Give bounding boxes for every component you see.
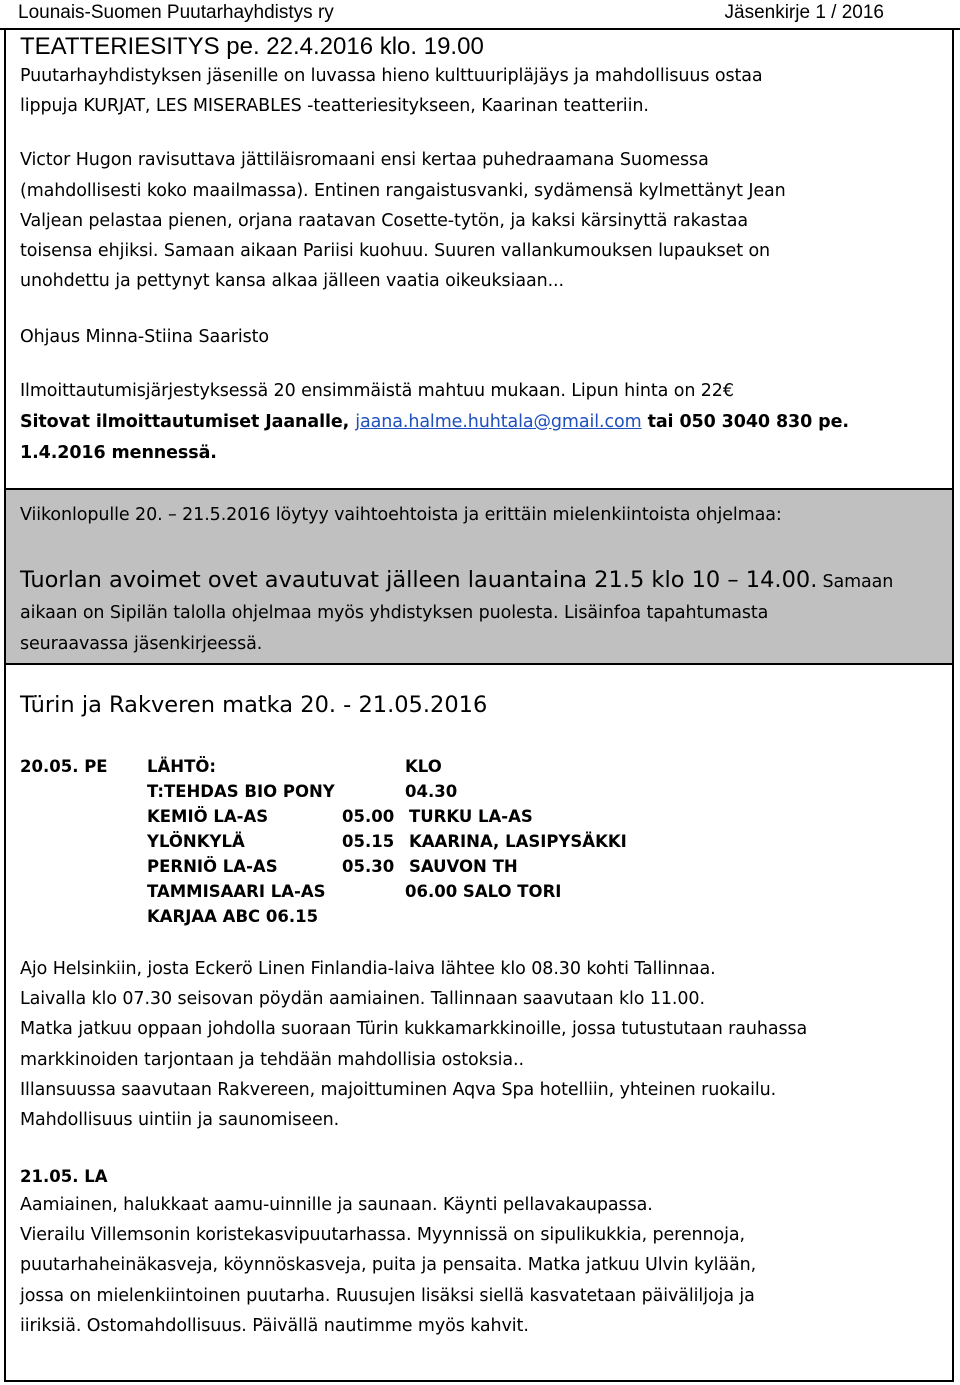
day2-label: 21.05. LA	[20, 1167, 108, 1186]
schedule-time: 05.30	[342, 857, 395, 876]
day1-text-line: Matka jatkuu oppaan johdolla suoraan Türin kukkamarkkinoille, jossa tutustutaan rauhassa	[20, 1019, 808, 1039]
trip-title: Türin ja Rakveren matka 20. - 21.05.2016	[20, 692, 488, 718]
day2-text-line: jossa on mielenkiintoinen puutarha. Ruusujen lisäksi siellä kasvatetaan päiväliljoja ja	[20, 1286, 755, 1306]
section-divider	[4, 488, 954, 490]
weekend-intro: Viikonlopulle 20. – 21.5.2016 löytyy vaihtoehtoista ja erittäin mielenkiintoista ohjelmaa:	[20, 505, 782, 525]
day1-text-line: Mahdollisuus uintiin ja saunomiseen.	[20, 1110, 340, 1130]
day2-text-line: iiriksiä. Ostomahdollisuus. Päivällä nautimme myös kahvit.	[20, 1316, 529, 1336]
schedule-time: 05.00	[342, 807, 395, 826]
schedule-place: TAMMISAARI LA-AS	[147, 882, 326, 901]
schedule-place: PERNIÖ LA-AS	[147, 857, 278, 876]
registration-deadline: 1.4.2016 mennessä.	[20, 443, 217, 463]
schedule-place2: KAARINA, LASIPYSÄKKI	[409, 832, 627, 851]
schedule-place: KARJAA ABC 06.15	[147, 907, 319, 926]
day1-text-line: Ajo Helsinkiin, josta Eckerö Linen Finlandia-laiva lähtee klo 08.30 kohti Tallinnaa.	[20, 959, 716, 979]
schedule-place: LÄHTÖ:	[147, 757, 216, 776]
weekend-line-tail: Samaan	[822, 572, 894, 592]
theatre-description-line: Victor Hugon ravisuttava jättiläisromaani ensi kertaa puhedraamana Suomessa	[20, 150, 709, 170]
day1-text-line: Laivalla klo 07.30 seisovan pöydän aamiainen. Tallinnaan saavutaan klo 11.00.	[20, 989, 705, 1009]
schedule-time: 05.15	[342, 832, 395, 851]
day2-text-line: puutarhaheinäkasveja, köynnöskasveja, puita ja pensaita. Matka jatkuu Ulvin kylään,	[20, 1255, 757, 1275]
page-header	[0, 0, 960, 30]
section-divider	[4, 663, 954, 665]
signup-info: Ilmoittautumisjärjestyksessä 20 ensimmäistä mahtuu mukaan. Lipun hinta on 22€	[20, 381, 734, 401]
schedule-place: YLÖNKYLÄ	[147, 832, 245, 851]
weekend-line: aikaan on Sipilän talolla ohjelmaa myös yhdistyksen puolesta. Lisäinfoa tapahtumasta	[20, 603, 769, 623]
open-doors-highlight: Tuorlan avoimet ovet avautuvat jälleen lauantaina 21.5 klo 10 – 14.00.	[20, 567, 818, 593]
theatre-description-line: toisensa ehjiksi. Samaan aikaan Pariisi kuohuu. Suuren vallankumouksen lupaukset on	[20, 241, 771, 261]
weekend-line-1	[20, 567, 893, 593]
schedule-place2: 06.00 SALO TORI	[405, 882, 562, 901]
schedule-place2: KLO	[405, 757, 442, 776]
schedule-place: T:TEHDAS BIO PONY	[147, 782, 335, 801]
day2-text-line: Aamiainen, halukkaat aamu-uinnille ja saunaan. Käynti pellavakaupassa.	[20, 1195, 653, 1215]
schedule-place2: TURKU LA-AS	[409, 807, 533, 826]
theatre-description-line: unohdettu ja pettynyt kansa alkaa jälleen vaatia oikeuksiaan...	[20, 271, 564, 291]
theatre-description-line: (mahdollisesti koko maailmassa). Entinen rangaistusvanki, sydämensä kylmettänyt Jean	[20, 181, 786, 201]
theatre-description-line: Valjean pelastaa pienen, orjana raatavan Cosette-tytön, ja kaksi kärsinyttä rakastaa	[20, 211, 748, 231]
issue-label: Jäsenkirje 1 / 2016	[724, 2, 884, 23]
binding-prefix: Sitovat ilmoittautumiset Jaanalle,	[20, 412, 350, 432]
day1-label: 20.05. PE	[20, 757, 108, 776]
day2-text-line: Vierailu Villemsonin koristekasvipuutarhassa. Myynnissä on sipulikukkia, perennoja,	[20, 1225, 746, 1245]
weekend-line: seuraavassa jäsenkirjeessä.	[20, 634, 263, 654]
schedule-place: KEMIÖ LA-AS	[147, 807, 269, 826]
day1-text-line: markkinoiden tarjontaan ja tehdään mahdollisia ostoksia..	[20, 1050, 524, 1070]
binding-registration	[20, 412, 849, 432]
theatre-title: TEATTERIESITYS pe. 22.4.2016 klo. 19.00	[20, 33, 484, 60]
schedule-place2: 04.30	[405, 782, 458, 801]
theatre-director: Ohjaus Minna-Stiina Saaristo	[20, 327, 269, 347]
day1-text-line: Illansuussa saavutaan Rakvereen, majoittuminen Aqva Spa hotelliin, yhteinen ruokailu.	[20, 1080, 777, 1100]
organization-name: Lounais-Suomen Puutarhayhdistys ry	[18, 2, 334, 23]
binding-suffix: tai 050 3040 830 pe.	[647, 412, 849, 432]
theatre-intro-line: lippuja KURJAT, LES MISERABLES -teatteriesitykseen, Kaarinan teatteriin.	[20, 96, 649, 116]
schedule-place2: SAUVON TH	[409, 857, 518, 876]
theatre-intro-line: Puutarhayhdistyksen jäsenille on luvassa hieno kulttuuripläjäys ja mahdollisuus ostaa	[20, 66, 763, 86]
email-link[interactable]: jaana.halme.huhtala@gmail.com	[355, 412, 642, 432]
